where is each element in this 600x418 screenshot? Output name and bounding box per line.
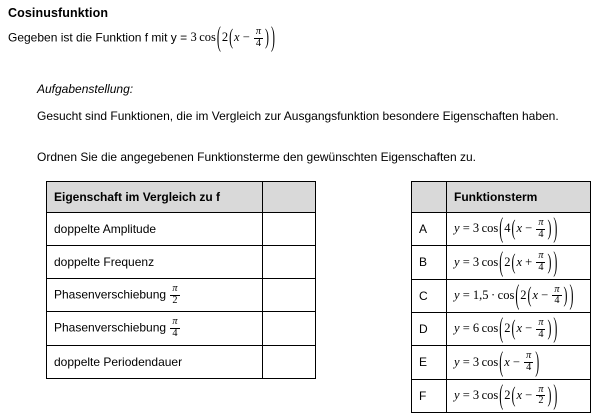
term-formula: y = 3 cos(4(x − $\frac{\pi}{4}$ ) ) [447,213,591,246]
table-row [412,346,591,379]
table-row [47,312,316,345]
term-letter: A [412,213,447,246]
term-formula: y = 1,5 · cos(2(x − $\frac{\pi}{4}$ ) ) [447,279,591,312]
task-paragraph-1: Gesucht sind Funktionen, die im Vergleich zur Ausgangsfunktion besondere Eigenschaften haben. [37,109,559,123]
properties-table-header: Eigenschaft im Vergleich zu f [47,182,263,213]
property-cell: doppelte Amplitude [47,213,263,246]
task-heading: Aufgabenstellung: [37,82,134,96]
property-cell: doppelte Periodendauer [47,345,263,378]
term-letter: E [412,346,447,379]
table-row [47,246,316,279]
given-prefix: Gegeben ist die Funktion f mit y = [8,30,188,45]
term-letter: D [412,312,447,345]
table-row [412,246,591,279]
answer-cell[interactable] [263,246,316,279]
given-formula: 3 cos(2(x − $\frac{\pi}{4}$ ) ) [190,19,275,54]
table-row [412,312,591,345]
term-letter: B [412,246,447,279]
answer-cell[interactable] [263,213,316,246]
term-formula: y = 6 cos(2(x − $\frac{\pi}{4}$ ) ) [447,312,591,345]
properties-table-header-answer [263,182,316,213]
table-header-row [412,182,591,213]
term-letter: F [412,379,447,412]
table-row [47,279,316,312]
table-row [412,279,591,312]
task-paragraph-2: Ordnen Sie die angegebenen Funktionsterme den gewünschten Eigenschaften zu. [37,150,476,164]
property-cell: Phasenverschiebung $\frac{\pi}{2}$ [47,279,263,312]
table-header-row [47,182,316,213]
page-title: Cosinusfunktion [8,6,109,20]
terms-table [411,181,591,413]
table-row [412,213,591,246]
answer-cell[interactable] [263,312,316,345]
table-row [412,379,591,412]
answer-cell[interactable] [263,345,316,378]
property-cell: doppelte Frequenz [47,246,263,279]
given-function-line [8,19,276,54]
table-row [47,345,316,378]
term-letter: C [412,279,447,312]
properties-table [46,181,316,379]
table-row [47,213,316,246]
terms-table-header: Funktionsterm [447,182,591,213]
property-cell: Phasenverschiebung $\frac{\pi}{4}$ [47,312,263,345]
terms-table-header-letter [412,182,447,213]
answer-cell[interactable] [263,279,316,312]
term-formula: y = 3 cos(2(x + $\frac{\pi}{4}$ ) ) [447,246,591,279]
term-formula: y = 3 cos(x − $\frac{\pi}{4}$ ) [447,346,591,379]
term-formula: y = 3 cos(2(x − $\frac{\pi}{2}$ ) ) [447,379,591,412]
